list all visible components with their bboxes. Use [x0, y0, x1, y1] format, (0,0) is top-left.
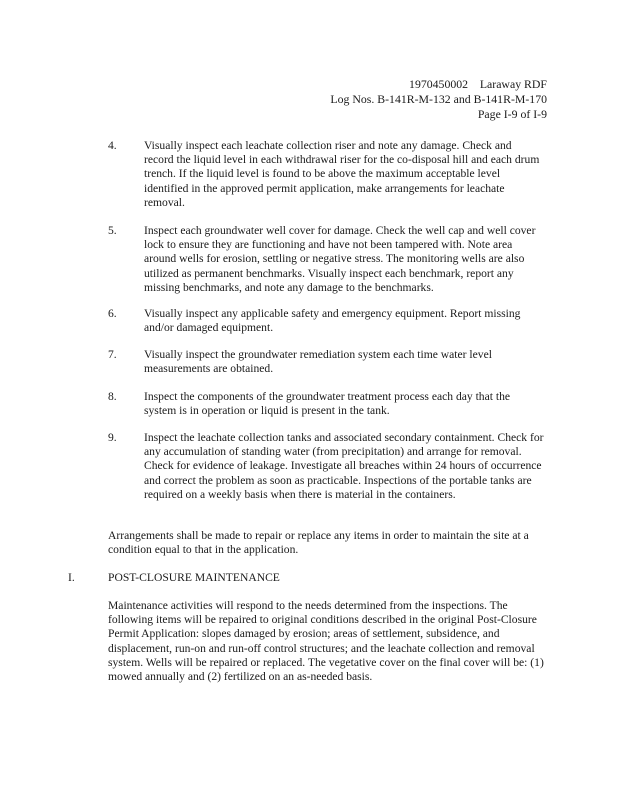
list-item-text: Visually inspect each leachate collection riser and note any damage. Check and record the liquid level in each withdrawal riser for the co-disposal hill and each drum trench. If the liquid level is found to be above the maximum acceptable level identified in the approved permit application, make arrangements for leachate removal. [144, 139, 540, 209]
list-item-text: Visually inspect any applicable safety and emergency equipment. Report missing and/or damaged equipment. [144, 307, 521, 335]
list-item [108, 348, 548, 376]
list-item-text: Inspect the components of the groundwater treatment process each day that the system is in operation or liquid is present in the tank. [144, 390, 511, 418]
list-item-number: 8. [108, 390, 117, 403]
list-item-text: Inspect the leachate collection tanks and associated secondary containment. Check for any accumulation of standing water (from precipitation) and arrange for removal. Check for evidence of leakage. Investigate all breaches within 24 hours of occurrence and correct the problem as soon as practicable. Inspections of the portable tanks are required on a weekly basis when there is material in the containers. [144, 431, 544, 501]
header-facility-id: 1970450002 Laraway RDF [409, 77, 547, 91]
list-item-number: 7. [108, 348, 117, 361]
section-title: POST-CLOSURE MAINTENANCE [108, 571, 280, 584]
section-letter: I. [68, 571, 75, 584]
list-item [108, 307, 548, 335]
arrangements-paragraph: Arrangements shall be made to repair or replace any items in order to maintain the site at a condition equal to that in the application. [108, 529, 529, 557]
list-item-number: 4. [108, 139, 117, 152]
list-item [108, 390, 548, 418]
header-log-numbers: Log Nos. B-141R-M-132 and B-141R-M-170 [330, 92, 547, 106]
list-item-text: Visually inspect the groundwater remediation system each time water level measurements are obtained. [144, 348, 492, 376]
list-item [108, 431, 548, 502]
list-item-number: 6. [108, 307, 117, 320]
list-item-text: Inspect each groundwater well cover for damage. Check the well cap and well cover lock to ensure they are functioning and have not been tampered with. Note area around wells for erosion, settling or negative stress. The monitoring wells are also utilized as permanent benchmarks. Visually inspect each benchmark, report any missing benchmarks, and note any damage to the benchmarks. [144, 224, 536, 294]
list-item-number: 5. [108, 224, 117, 237]
list-item [108, 224, 548, 295]
page-header [330, 77, 547, 122]
list-item [108, 139, 548, 210]
header-page-number: Page I-9 of I-9 [477, 107, 547, 121]
maintenance-paragraph: Maintenance activities will respond to the needs determined from the inspections. The following items will be repaired to original conditions described in the original Post-Closure Permit Application: slopes damaged by erosion; areas of settlement, subsidence, and displacement, run-on and run-off control structures; and the leachate collection and removal system. Wells will be repaired or replaced. The vegetative cover on the final cover will be: (1) mowed annually and (2) fertilized on an as-needed basis. [108, 599, 544, 684]
list-item-number: 9. [108, 431, 117, 444]
